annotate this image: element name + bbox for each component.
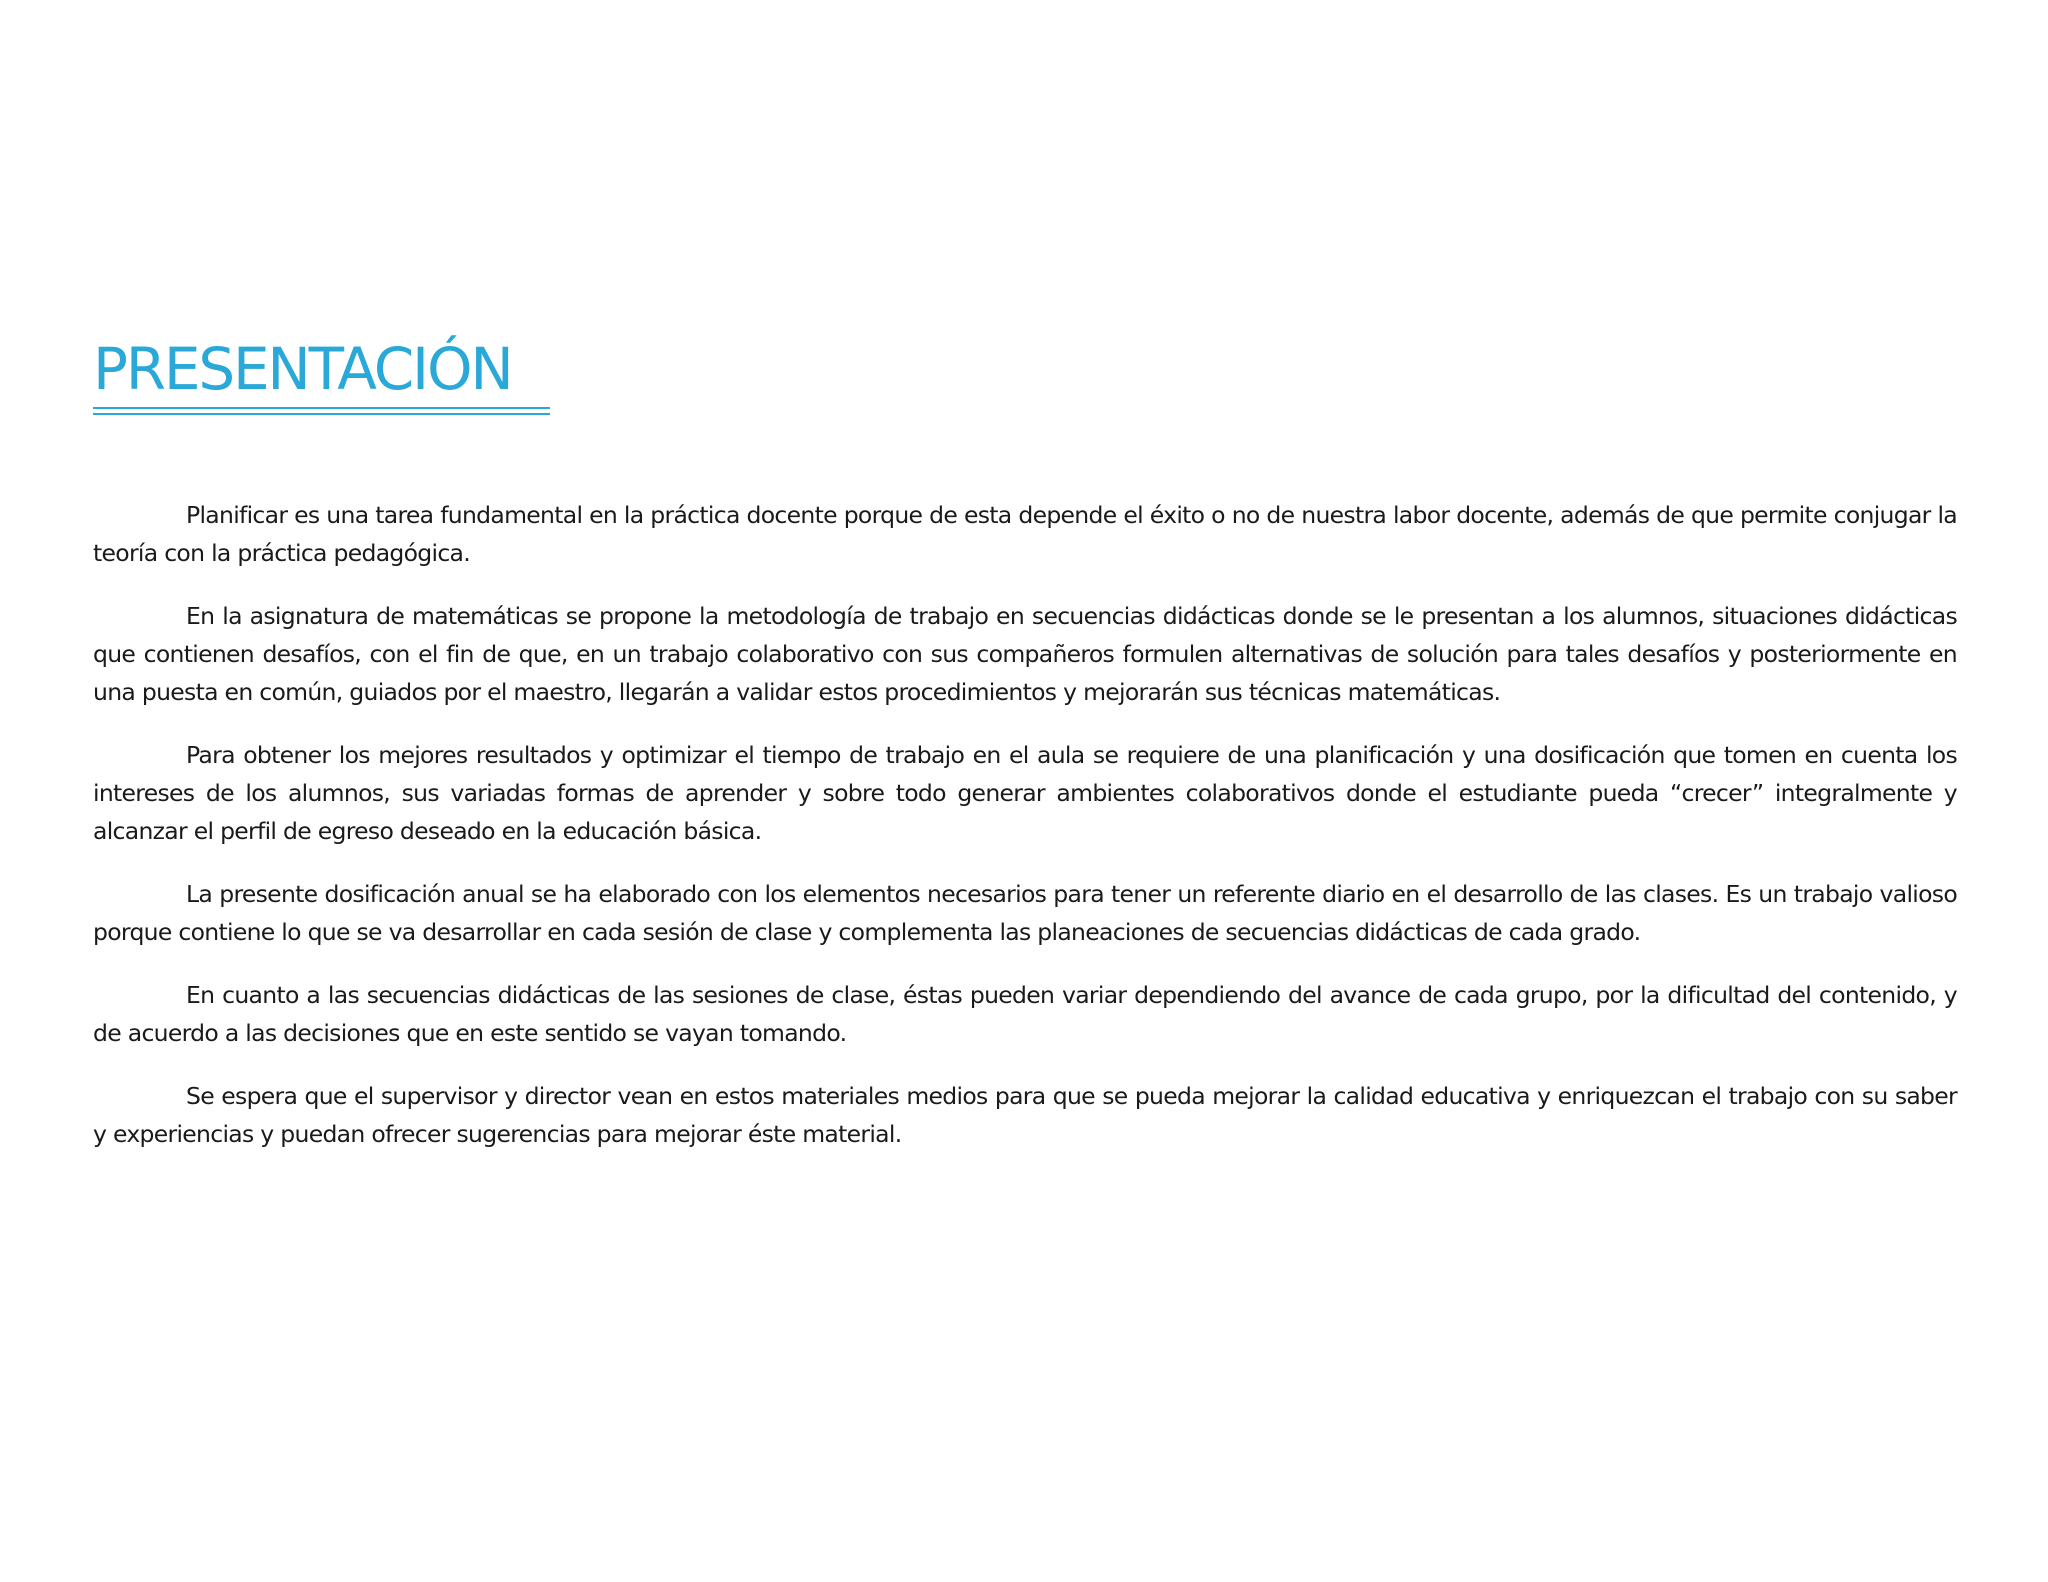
paragraph-resultados: Para obtener los mejores resultados y optimizar el tiempo de trabajo en el aula se requiere de una planificación y una dosificación que tomen en cuenta los intereses de los alumnos, sus variadas formas de aprender y sobre todo generar ambientes colaborativos donde el estudiante pueda “crecer” integralmente y alcanzar el perfil de egreso deseado en la educación básica. <box>93 741 1957 845</box>
paragraph-supervisor: Se espera que el supervisor y director vean en estos materiales medios para que se pueda mejorar la calidad educativa y enriquezcan el trabajo con su saber y experiencias y puedan ofrecer sugerencias para mejorar éste material. <box>93 1082 1957 1148</box>
page-title: PRESENTACIÓN <box>93 335 512 403</box>
paragraph-planificar: Planificar es una tarea fundamental en la práctica docente porque de esta depende el éxito o no de nuestra labor docente, además de que permite conjugar la teoría con la práctica pedagógica. <box>93 501 1957 567</box>
paragraph-secuencias: En cuanto a las secuencias didácticas de las sesiones de clase, éstas pueden variar dependiendo del avance de cada grupo, por la dificultad del contenido, y de acuerdo a las decisiones que en este sentido se vayan tomando. <box>93 981 1957 1047</box>
paragraph-asignatura: En la asignatura de matemáticas se propone la metodología de trabajo en secuencias didácticas donde se le presentan a los alumnos, situaciones didácticas que contienen desafíos, con el fin de que, en un trabajo colaborativo con sus compañeros formulen alternativas de solución para tales desafíos y posteriormente en una puesta en común, guiados por el maestro, llegarán a validar estos procedimientos y mejorarán sus técnicas matemáticas. <box>93 602 1957 706</box>
document-body <box>93 496 1957 1178</box>
paragraph-dosificacion: La presente dosificación anual se ha elaborado con los elementos necesarios para tener un referente diario en el desarrollo de las clases. Es un trabajo valioso porque contiene lo que se va desarrollar en cada sesión de clase y complementa las planeaciones de secuencias didácticas de cada grado. <box>93 880 1957 946</box>
title-double-underline <box>93 407 550 415</box>
